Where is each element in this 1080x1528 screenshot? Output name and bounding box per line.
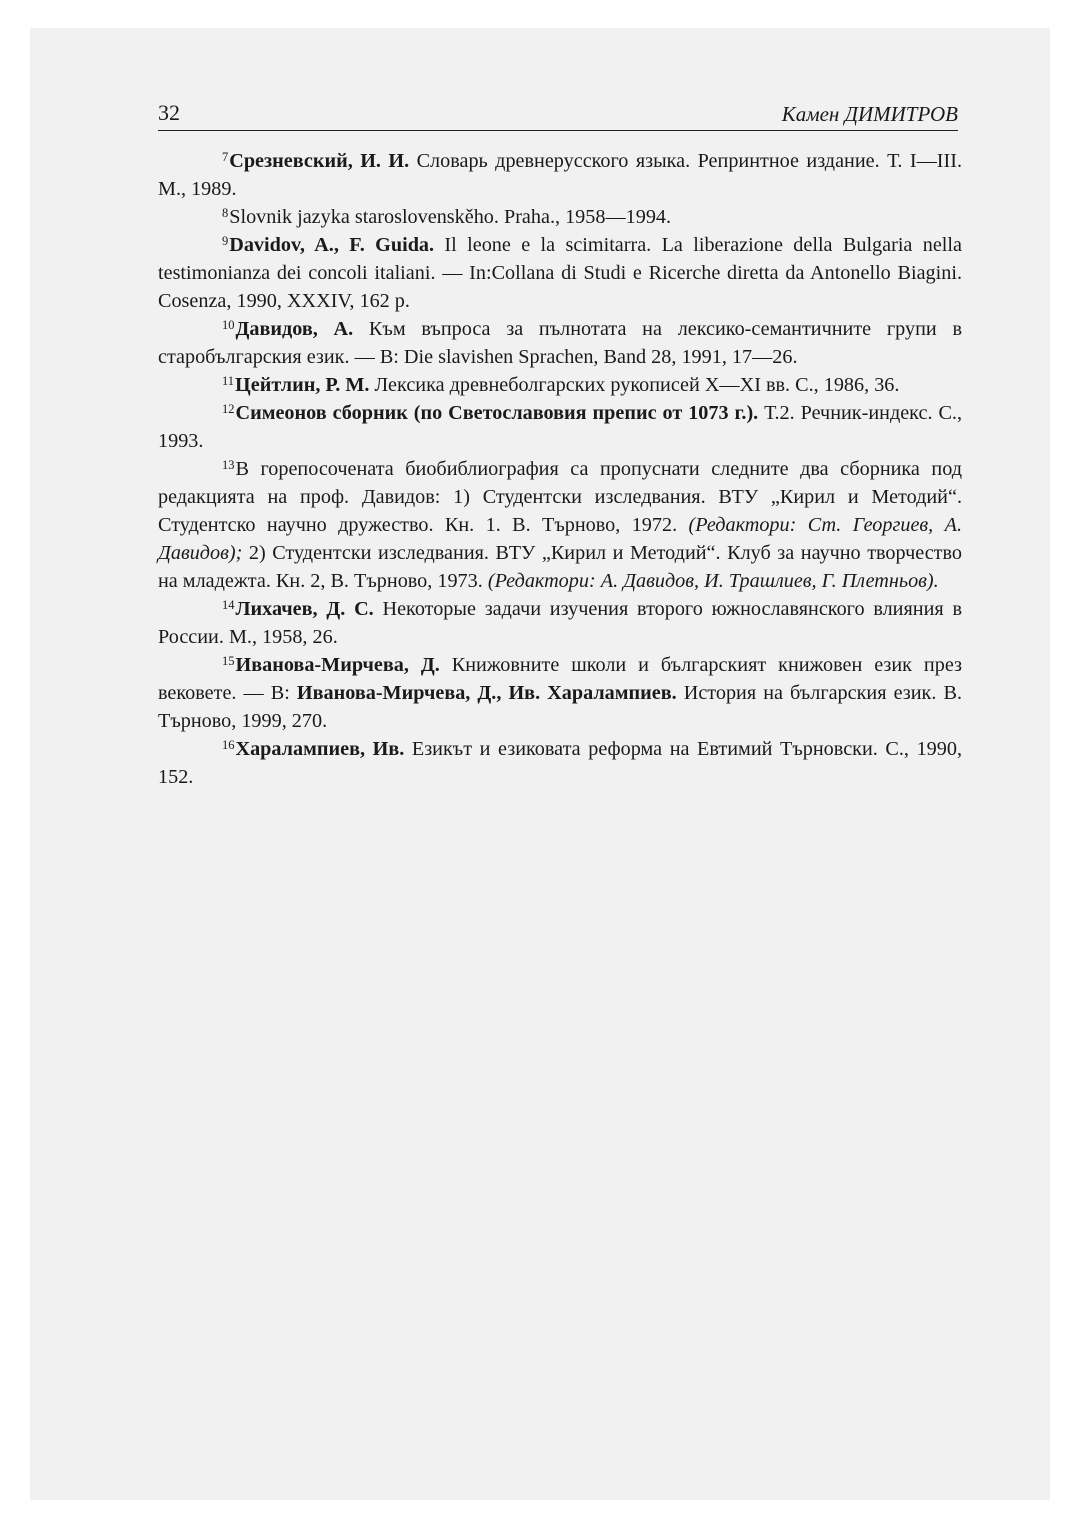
footnote-author: Симеонов сборник (по Светославовия препис от 1073 г.). <box>235 402 759 424</box>
footnote-text: Словарь древнерусского языка. Репринтное издание. Т. I—III. М., 1989. <box>158 150 962 200</box>
page-header <box>158 100 958 131</box>
footnote-12 <box>158 399 962 455</box>
footnote-text: Езикът и езиковата реформа на Евтимий Търновски. С., 1990, 152. <box>158 738 962 788</box>
footnote-16 <box>158 735 962 791</box>
footnote-number: 13 <box>222 458 235 472</box>
footnote-author: Срезневский, И. И. <box>229 150 410 172</box>
footnotes-list <box>158 147 962 791</box>
footnote-13 <box>158 455 962 595</box>
footnote-author: Цейтлин, Р. М. <box>235 374 370 396</box>
footnote-text: Il leone e la scimitarra. La liberazione della Bulgaria nella testimonianza dei concoli italiani. — In:Collana di Studi e Ricerche diretta da Antonello Biagini. Cosenza, 1990, XXXIV, 162 p. <box>158 234 962 312</box>
footnote-author: Давидов, А. <box>235 318 354 340</box>
footnote-15 <box>158 651 962 735</box>
footnote-text: История на българския език. В. Търново, 1999, 270. <box>158 682 962 732</box>
footnote-author: Лихачев, Д. С. <box>235 598 374 620</box>
footnote-text: Към въпроса за пълнотата на лексико-семантичните групи в старобългарския език. — В: Die slavishen Sprachen, Band 28, 1991, 17—26. <box>158 318 962 368</box>
footnote-number: 15 <box>222 654 235 668</box>
footnote-number: 10 <box>222 318 235 332</box>
footnote-editors: (Редактори: А. Давидов, И. Трашлиев, Г. Плетньов). <box>487 570 939 592</box>
page-number: 32 <box>158 100 180 125</box>
footnote-number: 8 <box>222 206 229 220</box>
footnote-8 <box>158 203 962 231</box>
running-head-author: Камен ДИМИТРОВ <box>781 102 958 126</box>
footnote-text: Книжовните школи и българският книжовен език през вековете. — В: <box>158 654 962 704</box>
footnote-author: Иванова-Мирчева, Д., Ив. Харалампиев. <box>296 682 677 704</box>
footnote-author: Иванова-Мирчева, Д. <box>235 654 440 676</box>
footnote-number: 7 <box>222 150 229 164</box>
footnote-text: 2) Студентски изследвания. ВТУ „Кирил и Методий“. Клуб за научно творчество на младежта. Кн. 2, В. Търново, 1973. <box>158 542 962 592</box>
footnote-text: В горепосочената биобиблиография са пропуснати следните два сборника под редакцията на проф. Давидов: 1) Студентски изследвания. ВТУ „Кирил и Методий“. Студентско научно дружество. Кн. 1. В. Търново, 1972. <box>158 458 962 536</box>
footnote-10 <box>158 315 962 371</box>
footnote-number: 11 <box>222 374 235 388</box>
footnote-text: Лексика древнеболгарских рукописей X—XI вв. С., 1986, 36. <box>369 374 900 396</box>
footnote-text: Некоторые задачи изучения второго южнославянского влияния в России. М., 1958, 26. <box>158 598 962 648</box>
footnote-9 <box>158 231 962 315</box>
footnote-author: Davidov, A., F. Guida. <box>229 234 435 256</box>
footnote-number: 12 <box>222 402 235 416</box>
footnote-14 <box>158 595 962 651</box>
footnote-text: Т.2. Речник-индекс. С., 1993. <box>158 402 962 452</box>
footnote-number: 16 <box>222 738 235 752</box>
footnote-7 <box>158 147 962 203</box>
footnote-author: Харалампиев, Ив. <box>235 738 405 760</box>
footnote-11 <box>158 371 962 399</box>
footnote-number: 14 <box>222 598 235 612</box>
footnote-text: Slovnik jazyka staroslovenskěho. Praha., 1958—1994. <box>229 206 672 228</box>
footnote-number: 9 <box>222 234 229 248</box>
footnote-editors: (Редактори: Ст. Георгиев, А. Давидов); <box>158 514 962 564</box>
